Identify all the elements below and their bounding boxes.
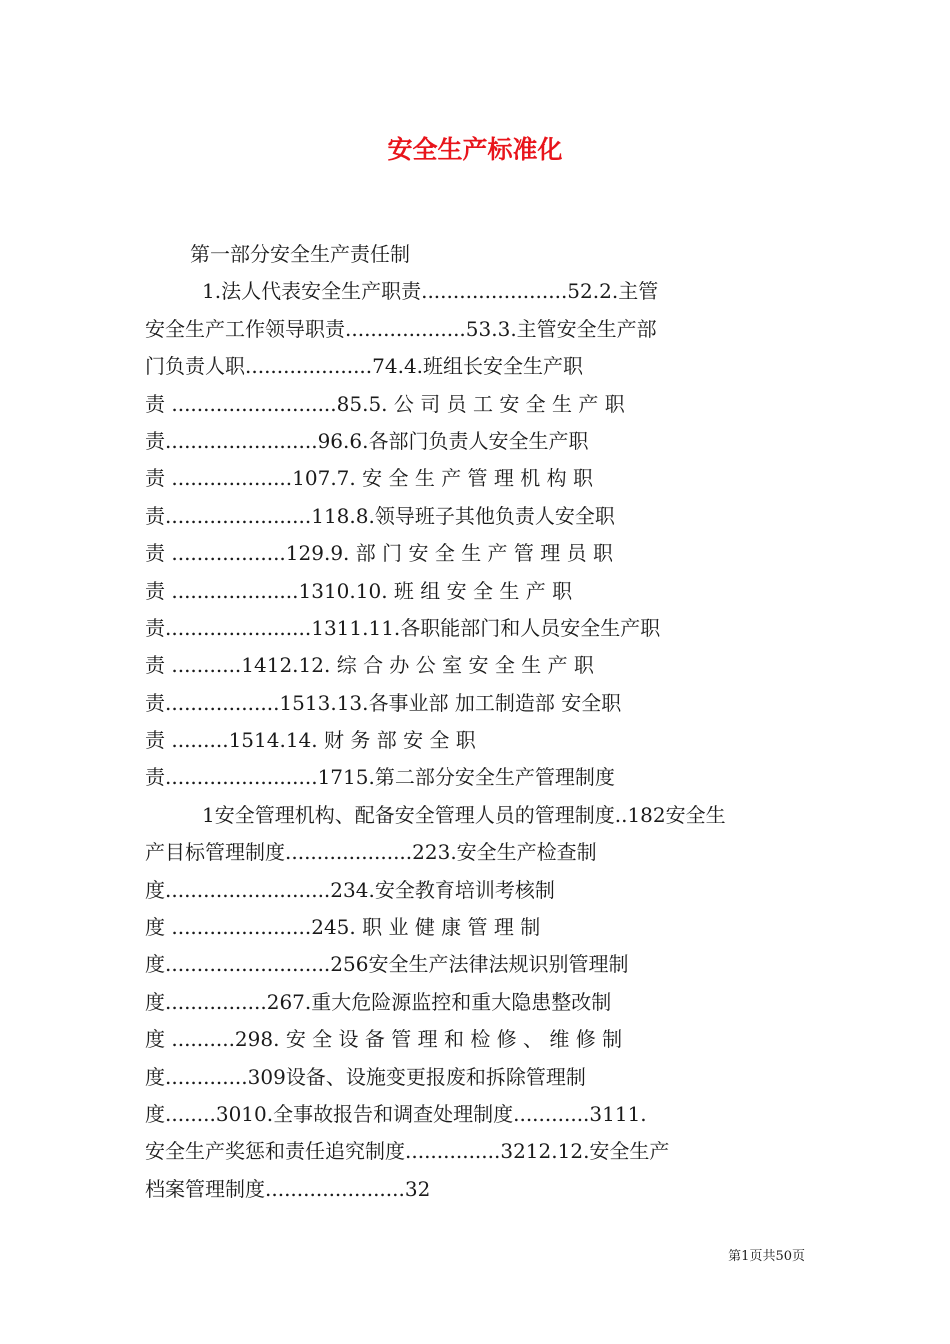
toc-line: 度 ..........298. 安 全 设 备 管 理 和 检 修 、 维 修 制 bbox=[145, 1027, 623, 1052]
toc-line: 安全生产工作领导职责...................53.3.主管安全生产部 bbox=[145, 316, 657, 341]
document-title: 安全生产标准化 bbox=[387, 135, 563, 164]
toc-line: 1.法人代表安全生产职责.......................52.2.主管 bbox=[202, 279, 659, 304]
toc-line: 责 ...................107.7. 安 全 生 产 管 理 机 构 职 bbox=[145, 466, 593, 491]
toc-line: 责 ....................1310.10. 班 组 安 全 生 产 职 bbox=[145, 578, 573, 603]
toc-line: 门负责人职....................74.4.班组长安全生产职 bbox=[145, 354, 584, 379]
toc-line: 度 ......................245. 职 业 健 康 管 理 制 bbox=[145, 915, 541, 940]
page-footer: 第1页共50页 bbox=[728, 1249, 805, 1264]
toc-line: 1安全管理机构、配备安全管理人员的管理制度..182安全生 bbox=[202, 802, 726, 827]
table-of-contents bbox=[145, 236, 807, 1208]
toc-line: 责.......................118.8.领导班子其他负责人安全职 bbox=[145, 503, 615, 528]
toc-line: 产目标管理制度....................223.安全生产检查制 bbox=[145, 840, 597, 865]
toc-line: 度........3010.全事故报告和调查处理制度............3111. bbox=[145, 1101, 647, 1126]
toc-line: 责 ..................129.9. 部 门 安 全 生 产 管 理 员 职 bbox=[145, 541, 613, 566]
toc-line: 责 ..........................85.5. 公 司 员 工 安 全 生 产 职 bbox=[145, 391, 625, 416]
toc-line: 安全生产奖惩和责任追究制度...............3212.12.安全生产 bbox=[145, 1139, 670, 1164]
section-heading: 第一部分安全生产责任制 bbox=[190, 242, 410, 266]
toc-line: 责........................1715.第二部分安全生产管理制度 bbox=[145, 765, 615, 790]
toc-line: 责..................1513.13.各事业部 加工制造部 安全职 bbox=[145, 690, 622, 715]
toc-line: 度................267.重大危险源监控和重大隐患整改制 bbox=[145, 989, 612, 1014]
toc-line: 责........................96.6.各部门负责人安全生产职 bbox=[145, 428, 589, 453]
toc-line: 度..........................256安全生产法律法规识别管理制 bbox=[145, 952, 629, 977]
toc-line: 责 .........1514.14. 财 务 部 安 全 职 bbox=[145, 728, 476, 753]
toc-line: 度..........................234.安全教育培训考核制 bbox=[145, 877, 555, 902]
toc-line: 责.......................1311.11.各职能部门和人员安全生产职 bbox=[145, 615, 661, 640]
toc-line: 度.............309设备、设施变更报废和拆除管理制 bbox=[145, 1064, 586, 1089]
toc-line: 责 ...........1412.12. 综 合 办 公 室 安 全 生 产 职 bbox=[145, 653, 594, 678]
toc-line: 档案管理制度......................32 bbox=[145, 1176, 431, 1201]
